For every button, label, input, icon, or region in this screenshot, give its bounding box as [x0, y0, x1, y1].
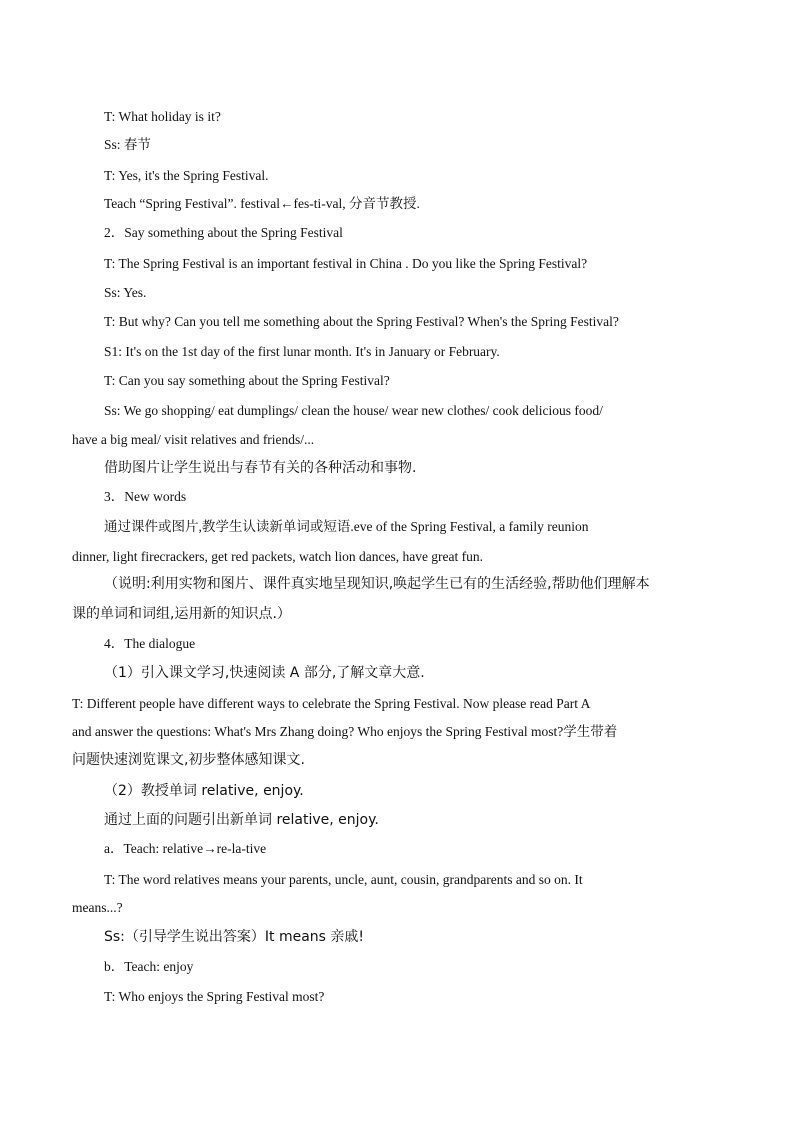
text-line: （1）引入课文学习,快速阅读 A 部分,了解文章大意. [104, 665, 425, 681]
text-line: T: Different people have different ways to celebrate the Spring Festival. Now please read Part A [72, 696, 591, 711]
text-line: T: What holiday is it? [104, 109, 221, 124]
text-line: （2）教授单词 relative, enjoy. [104, 783, 304, 799]
text-line: a．Teach: relative→re-la-tive [104, 841, 267, 856]
text-line: means...? [72, 900, 123, 915]
text-line: and answer the questions: What's Mrs Zhang doing? Who enjoys the Spring Festival most?学生带着 [72, 724, 618, 739]
section-heading: 4．The dialogue [104, 636, 196, 651]
text-line: Teach “Spring Festival”. festival←fes-ti-val, 分音节教授. [104, 196, 420, 211]
text-line: S1: It's on the 1st day of the first lunar month. It's in January or February. [104, 344, 500, 359]
text-line: 通过上面的问题引出新单词 relative, enjoy. [104, 812, 379, 828]
text-line: T: Yes, it's the Spring Festival. [104, 168, 269, 183]
text-line: 问题快速浏览课文,初步整体感知课文. [72, 752, 305, 768]
text-line: 借助图片让学生说出与春节有关的各种活动和事物. [104, 460, 417, 476]
text-line: have a big meal/ visit relatives and friends/... [72, 432, 315, 447]
section-heading: 3．New words [104, 489, 187, 504]
text-line: （说明:利用实物和图片、课件真实地呈现知识,唤起学生已有的生活经验,帮助他们理解本 [104, 576, 650, 592]
text-line: 通过课件或图片,教学生认读新单词或短语.eve of the Spring Festival, a family reunion [104, 519, 589, 534]
text-line: T: The word relatives means your parents, uncle, aunt, cousin, grandparents and so on. It [104, 872, 583, 887]
text-line: b．Teach: enjoy [104, 959, 194, 974]
text-line: T: Can you say something about the Spring Festival? [104, 373, 390, 388]
text-line: Ss: 春节 [104, 137, 151, 152]
text-line: T: The Spring Festival is an important festival in China . Do you like the Spring Festival? [104, 256, 588, 271]
text-line: Ss: We go shopping/ eat dumplings/ clean the house/ wear new clothes/ cook delicious food/ [104, 403, 603, 418]
section-heading: 2．Say something about the Spring Festival [104, 225, 343, 240]
text-line: Ss:（引导学生说出答案）It means 亲戚! [104, 929, 365, 945]
text-line: T: Who enjoys the Spring Festival most? [104, 989, 325, 1004]
text-line: dinner, light firecrackers, get red packets, watch lion dances, have great fun. [72, 549, 484, 564]
text-line: 课的单词和词组,运用新的知识点.） [72, 606, 291, 622]
text-line: Ss: Yes. [104, 285, 147, 300]
text-line: T: But why? Can you tell me something about the Spring Festival? When's the Spring Festival? [104, 314, 619, 329]
